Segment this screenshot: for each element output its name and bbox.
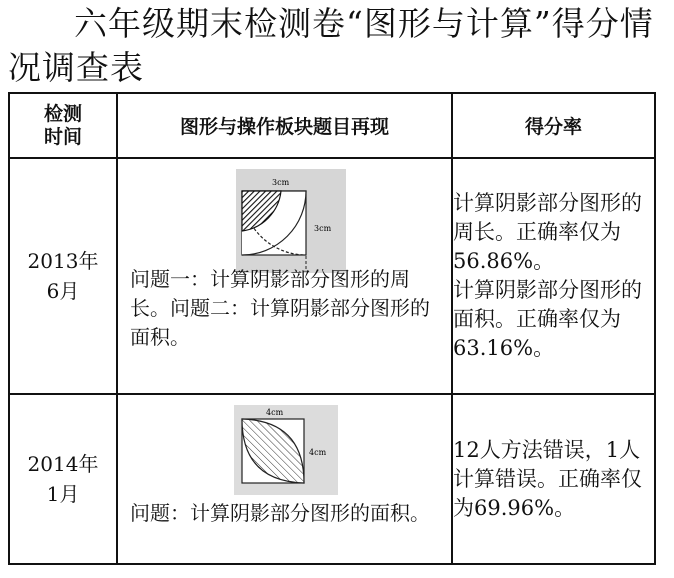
table-row xyxy=(9,394,655,564)
rate-cell: 计算阴影部分图形的周长。正确率仅为56.86%。 计算阴影部分图形的面积。正确率仅为63.16%。 xyxy=(452,158,655,394)
figure-label-side: 3cm xyxy=(314,224,332,233)
rate-cell: 12人方法错误，1人计算错误。正确率仅为69.96%。 xyxy=(452,394,655,564)
page-title: 六年级期末检测卷“图形与计算”得分情况调查表 xyxy=(8,4,654,87)
problem-cell xyxy=(117,394,452,564)
header-problem: 图形与操作板块题目再现 xyxy=(117,93,452,158)
time-cell: 2014年 1月 xyxy=(9,394,117,564)
header-rate: 得分率 xyxy=(452,93,655,158)
figure-label-top: 3cm xyxy=(272,178,290,187)
table-header-row xyxy=(9,93,655,158)
survey-table xyxy=(8,92,656,565)
question-text: 问题一：计算阴影部分图形的周长。问题二：计算阴影部分图形的面积。 xyxy=(130,267,430,349)
header-time: 检测 时间 xyxy=(9,93,117,158)
problem-cell xyxy=(117,158,452,394)
figure-label-side: 4cm xyxy=(309,448,327,457)
figure-label-top: 4cm xyxy=(266,408,284,417)
time-cell: 2013年 6月 xyxy=(9,158,117,394)
question-text: 问题：计算阴影部分图形的面积。 xyxy=(130,501,430,525)
figure-quarter-circles xyxy=(236,169,346,273)
figure-leaf-shape xyxy=(234,405,338,495)
table-row xyxy=(9,158,655,394)
